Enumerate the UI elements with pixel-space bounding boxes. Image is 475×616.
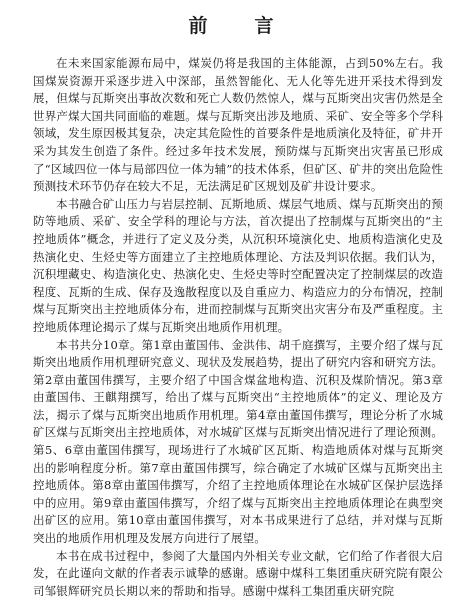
paragraph-4: 本书在成书过程中，参阅了大量国内外相关专业文献，它们给了作者很大启发，在此谨向文献的作者表示诚挚的感谢。感谢中煤科工集团重庆研究院有限公司邹银辉研究员长期以来的帮助和指导。感谢中煤科工集团重庆研究院 bbox=[33, 548, 443, 598]
page-title: 前 言 bbox=[188, 15, 288, 37]
paragraph-2: 本书融合矿山压力与岩层控制、瓦斯地质、煤层气地质、煤与瓦斯突出的预防等地质、采矿、安全学科的理论与方法，首次提出了控制煤与瓦斯突出的“主控地质体”概念，并进行了定义及分类，从沉积环境演化史、地质构造演化史及热演化史、生烃史等方面建立了主控地质体理论、方法及判识依据。我们认为，沉积埋藏史、构造演化史、热演化史、生烃史等时空配置决定了控制煤层的改造程度、瓦斯的生成、保存及逸散程度以及自重应力、构造应力的分布情况，控制煤与瓦斯突出主控地质体分布，进而控制煤与瓦斯突出灾害分布及严重程度。主控地质体理论揭示了煤与瓦斯突出地质作用机理。 bbox=[33, 196, 443, 334]
paragraph-1: 在未来国家能源布局中，煤炭仍将是我国的主体能源，占到50%左右。我国煤炭资源开采逐步进入中深部，虽然智能化、无人化等先进开采技术得到发展，但煤与瓦斯突出事故次数和死亡人数仍然惊人，煤与瓦斯突出灾害仍然是全世界产煤大国共同面临的难题。煤与瓦斯突出涉及地质、采矿、安全等多个学科领域，发生原因极其复杂，决定其危险性的首要条件是地质演化及特征，矿井开采为其发生创造了条件。经过多年技术发展，预防煤与瓦斯突出灾害虽已形成了“区域四位一体与局部四位一体为辅”的技术体系，但矿区、矿井的突出危险性预测技术环节仍存在较大不足，无法满足矿区规划及矿井设计要求。 bbox=[33, 56, 443, 194]
paragraph-3: 本书共分10章。第1章由董国伟、金洪伟、胡千庭撰写，主要介绍了煤与瓦斯突出地质作用机理研究意义、现状及发展趋势，提出了研究内容和研究方法。第2章由董国伟撰写，主要介绍了中国含煤盆地构造、沉积及煤阶情况。第3章由董国伟、王麒翔撰写，给出了煤与瓦斯突出“主控地质体”的定义、理论及方法，揭示了煤与瓦斯突出地质作用机理。第4章由董国伟撰写，理论分析了水城矿区煤与瓦斯突出主控地质体，对水城矿区煤与瓦斯突出情况进行了理论预测。第5、6章由董国伟撰写，现场进行了水城矿区瓦斯、构造地质体对煤与瓦斯突出的影响程度分析。第7章由董国伟撰写，综合确定了水城矿区煤与瓦斯突出主控地质体。第8章由董国伟撰写，介绍了主控地质体理论在水城矿区保护层选择中的应用。第9章由董国伟撰写，介绍了煤与瓦斯突出主控地质体理论在典型突出矿区的应用。第10章由董国伟撰写，对本书成果进行了总结，并对煤与瓦斯突出的地质作用机理及发展方向进行了展望。 bbox=[33, 337, 443, 546]
document-page bbox=[33, 0, 443, 616]
